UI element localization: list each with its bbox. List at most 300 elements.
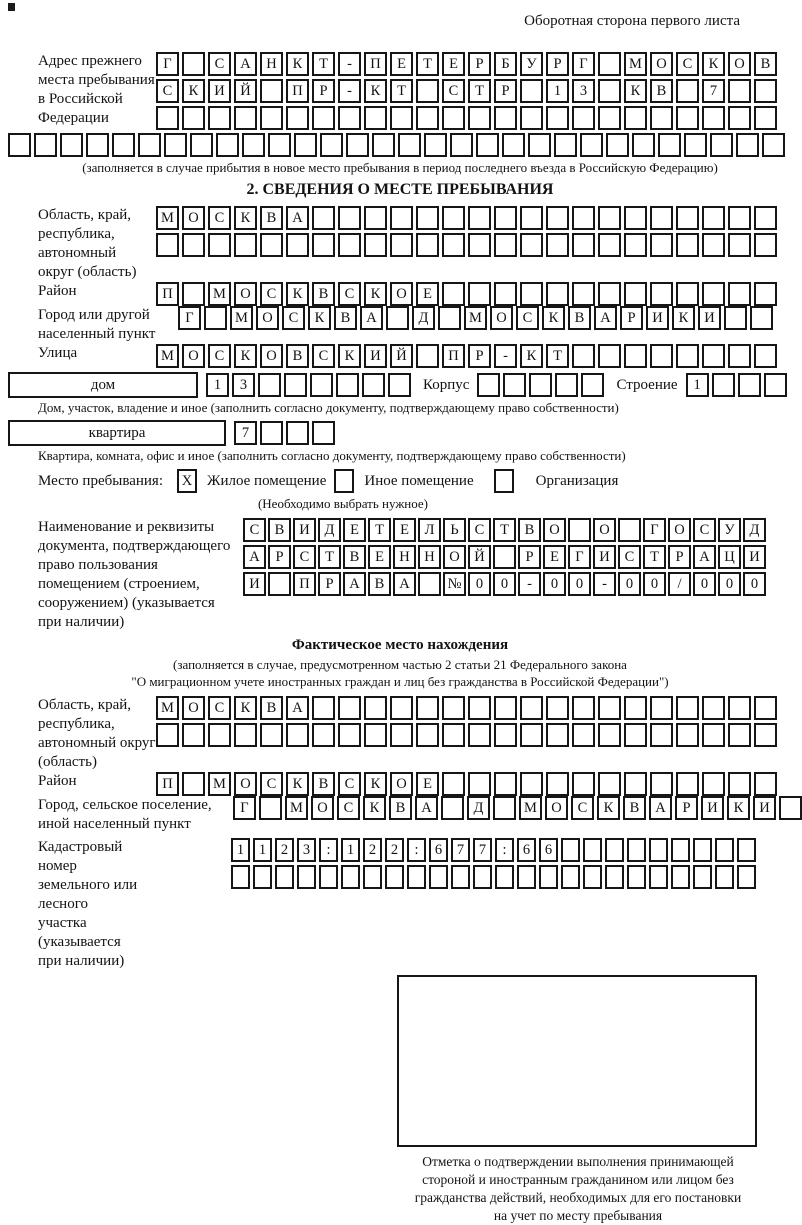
char-box[interactable] bbox=[676, 282, 699, 306]
char-box[interactable]: М bbox=[519, 796, 542, 820]
char-box[interactable]: К bbox=[234, 696, 257, 720]
char-box[interactable] bbox=[416, 106, 439, 130]
char-box[interactable] bbox=[473, 865, 492, 889]
char-box[interactable] bbox=[208, 233, 231, 257]
char-box[interactable]: 1 bbox=[206, 373, 229, 397]
checkbox[interactable] bbox=[494, 469, 514, 493]
char-box[interactable]: 1 bbox=[546, 79, 569, 103]
char-box[interactable] bbox=[468, 106, 491, 130]
char-box[interactable]: Р bbox=[675, 796, 698, 820]
char-box[interactable] bbox=[260, 79, 283, 103]
char-box[interactable]: 3 bbox=[297, 838, 316, 862]
char-box[interactable] bbox=[346, 133, 369, 157]
char-box[interactable] bbox=[520, 282, 543, 306]
char-box[interactable]: А bbox=[415, 796, 438, 820]
char-box[interactable]: А bbox=[649, 796, 672, 820]
char-box[interactable] bbox=[671, 865, 690, 889]
char-box[interactable]: А bbox=[243, 545, 266, 569]
char-box[interactable] bbox=[598, 106, 621, 130]
char-box[interactable]: - bbox=[593, 572, 616, 596]
char-box[interactable] bbox=[468, 723, 491, 747]
char-box[interactable]: О bbox=[728, 52, 751, 76]
char-box[interactable] bbox=[750, 306, 773, 330]
char-box[interactable] bbox=[728, 772, 751, 796]
char-box[interactable] bbox=[234, 723, 257, 747]
char-box[interactable] bbox=[416, 206, 439, 230]
char-box[interactable]: М bbox=[624, 52, 647, 76]
char-box[interactable]: - bbox=[338, 52, 361, 76]
char-box[interactable]: 2 bbox=[275, 838, 294, 862]
char-box[interactable] bbox=[182, 52, 205, 76]
char-box[interactable]: О bbox=[545, 796, 568, 820]
char-box[interactable] bbox=[728, 344, 751, 368]
char-box[interactable] bbox=[442, 772, 465, 796]
char-box[interactable] bbox=[390, 206, 413, 230]
char-box[interactable] bbox=[204, 306, 227, 330]
char-box[interactable] bbox=[320, 133, 343, 157]
char-box[interactable]: Н bbox=[260, 52, 283, 76]
char-box[interactable] bbox=[451, 865, 470, 889]
char-box[interactable]: И bbox=[701, 796, 724, 820]
char-box[interactable]: Б bbox=[494, 52, 517, 76]
char-box[interactable]: В bbox=[754, 52, 777, 76]
char-box[interactable] bbox=[572, 106, 595, 130]
char-box[interactable]: Д bbox=[743, 518, 766, 542]
char-box[interactable]: Г bbox=[233, 796, 256, 820]
char-box[interactable]: А bbox=[286, 206, 309, 230]
char-box[interactable] bbox=[156, 233, 179, 257]
char-box[interactable] bbox=[546, 233, 569, 257]
char-box[interactable] bbox=[606, 133, 629, 157]
char-box[interactable]: Т bbox=[312, 52, 335, 76]
char-box[interactable]: С bbox=[693, 518, 716, 542]
char-box[interactable] bbox=[253, 865, 272, 889]
char-box[interactable] bbox=[494, 696, 517, 720]
char-box[interactable] bbox=[364, 696, 387, 720]
char-box[interactable]: - bbox=[338, 79, 361, 103]
char-box[interactable]: 0 bbox=[718, 572, 741, 596]
char-box[interactable]: Р bbox=[494, 79, 517, 103]
char-box[interactable] bbox=[502, 133, 525, 157]
char-box[interactable] bbox=[182, 233, 205, 257]
char-box[interactable]: Г bbox=[156, 52, 179, 76]
char-box[interactable]: Г bbox=[568, 545, 591, 569]
char-box[interactable] bbox=[546, 282, 569, 306]
char-box[interactable]: П bbox=[156, 772, 179, 796]
char-box[interactable] bbox=[495, 865, 514, 889]
char-box[interactable] bbox=[724, 306, 747, 330]
char-box[interactable] bbox=[493, 545, 516, 569]
char-box[interactable] bbox=[627, 865, 646, 889]
char-box[interactable] bbox=[561, 865, 580, 889]
char-box[interactable]: С bbox=[208, 696, 231, 720]
char-box[interactable]: П bbox=[364, 52, 387, 76]
char-box[interactable] bbox=[684, 133, 707, 157]
char-box[interactable] bbox=[624, 106, 647, 130]
char-box[interactable] bbox=[520, 106, 543, 130]
char-box[interactable] bbox=[164, 133, 187, 157]
char-box[interactable]: Г bbox=[572, 52, 595, 76]
char-box[interactable] bbox=[208, 106, 231, 130]
char-box[interactable] bbox=[60, 133, 83, 157]
char-box[interactable] bbox=[231, 865, 250, 889]
char-box[interactable] bbox=[702, 106, 725, 130]
char-box[interactable]: К bbox=[234, 344, 257, 368]
char-box[interactable] bbox=[494, 723, 517, 747]
char-box[interactable] bbox=[182, 106, 205, 130]
char-box[interactable]: У bbox=[520, 52, 543, 76]
char-box[interactable]: О bbox=[256, 306, 279, 330]
char-box[interactable]: Р bbox=[318, 572, 341, 596]
char-box[interactable] bbox=[754, 106, 777, 130]
char-box[interactable]: О bbox=[182, 206, 205, 230]
char-box[interactable] bbox=[286, 723, 309, 747]
char-box[interactable] bbox=[297, 865, 316, 889]
char-box[interactable]: Р bbox=[468, 52, 491, 76]
char-box[interactable]: Е bbox=[393, 518, 416, 542]
char-box[interactable] bbox=[754, 772, 777, 796]
char-box[interactable] bbox=[702, 723, 725, 747]
char-box[interactable]: О bbox=[443, 545, 466, 569]
char-box[interactable] bbox=[649, 838, 668, 862]
char-box[interactable]: Е bbox=[368, 545, 391, 569]
char-box[interactable] bbox=[216, 133, 239, 157]
char-box[interactable] bbox=[294, 133, 317, 157]
char-box[interactable] bbox=[561, 838, 580, 862]
char-box[interactable] bbox=[754, 206, 777, 230]
char-box[interactable]: С bbox=[243, 518, 266, 542]
char-box[interactable]: П bbox=[286, 79, 309, 103]
char-box[interactable] bbox=[572, 233, 595, 257]
char-box[interactable]: С bbox=[676, 52, 699, 76]
char-box[interactable] bbox=[754, 233, 777, 257]
char-box[interactable]: О bbox=[182, 344, 205, 368]
char-box[interactable] bbox=[190, 133, 213, 157]
char-box[interactable]: М bbox=[230, 306, 253, 330]
char-box[interactable] bbox=[442, 206, 465, 230]
char-box[interactable]: 0 bbox=[493, 572, 516, 596]
char-box[interactable] bbox=[754, 723, 777, 747]
char-box[interactable]: Р bbox=[468, 344, 491, 368]
char-box[interactable] bbox=[312, 106, 335, 130]
char-box[interactable]: О bbox=[311, 796, 334, 820]
char-box[interactable]: Л bbox=[418, 518, 441, 542]
char-box[interactable] bbox=[754, 344, 777, 368]
char-box[interactable] bbox=[338, 206, 361, 230]
char-box[interactable]: Т bbox=[643, 545, 666, 569]
char-box[interactable] bbox=[429, 865, 448, 889]
char-box[interactable] bbox=[112, 133, 135, 157]
char-box[interactable] bbox=[572, 696, 595, 720]
char-box[interactable] bbox=[650, 282, 673, 306]
char-box[interactable] bbox=[676, 696, 699, 720]
char-box[interactable] bbox=[710, 133, 733, 157]
char-box[interactable]: И bbox=[753, 796, 776, 820]
char-box[interactable]: М bbox=[208, 772, 231, 796]
char-box[interactable] bbox=[8, 133, 31, 157]
char-box[interactable] bbox=[258, 373, 281, 397]
char-box[interactable]: С bbox=[260, 282, 283, 306]
char-box[interactable]: К bbox=[364, 79, 387, 103]
char-box[interactable] bbox=[546, 772, 569, 796]
char-box[interactable]: В bbox=[312, 772, 335, 796]
char-box[interactable] bbox=[494, 233, 517, 257]
char-box[interactable] bbox=[728, 233, 751, 257]
char-box[interactable] bbox=[618, 518, 641, 542]
char-box[interactable]: Е bbox=[543, 545, 566, 569]
char-box[interactable] bbox=[598, 344, 621, 368]
char-box[interactable] bbox=[242, 133, 265, 157]
char-box[interactable]: О bbox=[668, 518, 691, 542]
char-box[interactable]: О bbox=[593, 518, 616, 542]
char-box[interactable] bbox=[416, 344, 439, 368]
char-box[interactable]: И bbox=[293, 518, 316, 542]
char-box[interactable]: Н bbox=[393, 545, 416, 569]
char-box[interactable]: К bbox=[182, 79, 205, 103]
char-box[interactable]: В bbox=[650, 79, 673, 103]
char-box[interactable] bbox=[779, 796, 802, 820]
char-box[interactable] bbox=[338, 696, 361, 720]
char-box[interactable] bbox=[624, 233, 647, 257]
char-box[interactable] bbox=[624, 723, 647, 747]
char-box[interactable] bbox=[442, 106, 465, 130]
char-box[interactable]: 7 bbox=[702, 79, 725, 103]
char-box[interactable] bbox=[693, 838, 712, 862]
char-box[interactable]: 1 bbox=[231, 838, 250, 862]
char-box[interactable] bbox=[693, 865, 712, 889]
char-box[interactable] bbox=[156, 723, 179, 747]
char-box[interactable] bbox=[676, 206, 699, 230]
char-box[interactable]: О bbox=[234, 282, 257, 306]
char-box[interactable] bbox=[583, 838, 602, 862]
char-box[interactable]: И bbox=[646, 306, 669, 330]
char-box[interactable] bbox=[598, 282, 621, 306]
char-box[interactable] bbox=[624, 344, 647, 368]
char-box[interactable]: К bbox=[363, 796, 386, 820]
char-box[interactable] bbox=[468, 233, 491, 257]
char-box[interactable]: У bbox=[718, 518, 741, 542]
char-box[interactable] bbox=[676, 772, 699, 796]
char-box[interactable] bbox=[728, 106, 751, 130]
char-box[interactable] bbox=[477, 373, 500, 397]
char-box[interactable]: 0 bbox=[543, 572, 566, 596]
char-box[interactable]: М bbox=[464, 306, 487, 330]
char-box[interactable]: № bbox=[443, 572, 466, 596]
char-box[interactable]: Е bbox=[416, 282, 439, 306]
char-box[interactable] bbox=[86, 133, 109, 157]
char-box[interactable] bbox=[390, 723, 413, 747]
char-box[interactable]: В bbox=[286, 344, 309, 368]
char-box[interactable]: Д bbox=[467, 796, 490, 820]
char-box[interactable]: : bbox=[495, 838, 514, 862]
char-box[interactable]: 0 bbox=[693, 572, 716, 596]
char-box[interactable]: 7 bbox=[451, 838, 470, 862]
char-box[interactable] bbox=[676, 79, 699, 103]
char-box[interactable]: Р bbox=[312, 79, 335, 103]
char-box[interactable] bbox=[418, 572, 441, 596]
char-box[interactable]: О bbox=[543, 518, 566, 542]
char-box[interactable]: В bbox=[260, 206, 283, 230]
char-box[interactable] bbox=[494, 106, 517, 130]
char-box[interactable] bbox=[494, 772, 517, 796]
char-box[interactable]: 7 bbox=[234, 421, 257, 445]
char-box[interactable]: Ь bbox=[443, 518, 466, 542]
char-box[interactable] bbox=[442, 696, 465, 720]
char-box[interactable]: К bbox=[286, 772, 309, 796]
char-box[interactable]: П bbox=[442, 344, 465, 368]
char-box[interactable]: М bbox=[285, 796, 308, 820]
char-box[interactable] bbox=[286, 233, 309, 257]
char-box[interactable]: 0 bbox=[468, 572, 491, 596]
char-box[interactable] bbox=[286, 106, 309, 130]
char-box[interactable]: Т bbox=[368, 518, 391, 542]
char-box[interactable] bbox=[336, 373, 359, 397]
char-box[interactable] bbox=[650, 206, 673, 230]
char-box[interactable] bbox=[208, 723, 231, 747]
checkbox[interactable] bbox=[334, 469, 354, 493]
char-box[interactable] bbox=[627, 838, 646, 862]
char-box[interactable] bbox=[364, 106, 387, 130]
char-box[interactable] bbox=[555, 373, 578, 397]
char-box[interactable] bbox=[624, 206, 647, 230]
char-box[interactable]: А bbox=[393, 572, 416, 596]
char-box[interactable] bbox=[234, 233, 257, 257]
char-box[interactable] bbox=[260, 723, 283, 747]
char-box[interactable]: Е bbox=[416, 772, 439, 796]
char-box[interactable] bbox=[572, 772, 595, 796]
char-box[interactable]: В bbox=[260, 696, 283, 720]
char-box[interactable] bbox=[312, 696, 335, 720]
char-box[interactable] bbox=[338, 233, 361, 257]
char-box[interactable]: С bbox=[338, 772, 361, 796]
char-box[interactable] bbox=[310, 373, 333, 397]
char-box[interactable]: Т bbox=[390, 79, 413, 103]
char-box[interactable]: Д bbox=[412, 306, 435, 330]
char-box[interactable] bbox=[598, 772, 621, 796]
char-box[interactable]: К bbox=[286, 52, 309, 76]
char-box[interactable]: И bbox=[208, 79, 231, 103]
char-box[interactable] bbox=[702, 772, 725, 796]
char-box[interactable]: 0 bbox=[643, 572, 666, 596]
char-box[interactable]: С bbox=[312, 344, 335, 368]
char-box[interactable] bbox=[572, 206, 595, 230]
char-box[interactable]: 6 bbox=[429, 838, 448, 862]
char-box[interactable]: К bbox=[624, 79, 647, 103]
char-box[interactable]: В bbox=[568, 306, 591, 330]
char-box[interactable] bbox=[624, 282, 647, 306]
char-box[interactable] bbox=[520, 233, 543, 257]
char-box[interactable] bbox=[182, 772, 205, 796]
char-box[interactable]: О bbox=[260, 344, 283, 368]
char-box[interactable] bbox=[416, 696, 439, 720]
char-box[interactable] bbox=[338, 723, 361, 747]
char-box[interactable] bbox=[598, 206, 621, 230]
kvartira-type-field[interactable]: квартира bbox=[8, 420, 226, 446]
char-box[interactable]: А bbox=[286, 696, 309, 720]
char-box[interactable] bbox=[390, 106, 413, 130]
char-box[interactable] bbox=[671, 838, 690, 862]
char-box[interactable]: / bbox=[668, 572, 691, 596]
char-box[interactable]: П bbox=[293, 572, 316, 596]
char-box[interactable]: И bbox=[743, 545, 766, 569]
char-box[interactable]: 0 bbox=[568, 572, 591, 596]
char-box[interactable] bbox=[364, 206, 387, 230]
char-box[interactable]: И bbox=[243, 572, 266, 596]
char-box[interactable] bbox=[520, 79, 543, 103]
char-box[interactable] bbox=[372, 133, 395, 157]
char-box[interactable]: К bbox=[308, 306, 331, 330]
char-box[interactable] bbox=[234, 106, 257, 130]
char-box[interactable] bbox=[715, 838, 734, 862]
char-box[interactable] bbox=[598, 233, 621, 257]
char-box[interactable] bbox=[364, 723, 387, 747]
char-box[interactable] bbox=[738, 373, 761, 397]
char-box[interactable]: В bbox=[343, 545, 366, 569]
char-box[interactable]: Й bbox=[390, 344, 413, 368]
char-box[interactable]: С bbox=[156, 79, 179, 103]
char-box[interactable]: С bbox=[338, 282, 361, 306]
char-box[interactable] bbox=[312, 723, 335, 747]
char-box[interactable]: К bbox=[520, 344, 543, 368]
char-box[interactable] bbox=[539, 865, 558, 889]
char-box[interactable] bbox=[386, 306, 409, 330]
char-box[interactable] bbox=[138, 133, 161, 157]
char-box[interactable]: П bbox=[156, 282, 179, 306]
char-box[interactable]: К bbox=[597, 796, 620, 820]
char-box[interactable] bbox=[182, 282, 205, 306]
stamp-area[interactable] bbox=[397, 975, 757, 1147]
char-box[interactable]: Й bbox=[468, 545, 491, 569]
char-box[interactable] bbox=[702, 206, 725, 230]
char-box[interactable]: Р bbox=[268, 545, 291, 569]
char-box[interactable]: Т bbox=[318, 545, 341, 569]
char-box[interactable] bbox=[676, 344, 699, 368]
char-box[interactable] bbox=[728, 206, 751, 230]
char-box[interactable] bbox=[598, 79, 621, 103]
char-box[interactable] bbox=[728, 696, 751, 720]
char-box[interactable] bbox=[737, 865, 756, 889]
char-box[interactable]: О bbox=[390, 772, 413, 796]
char-box[interactable]: 7 bbox=[473, 838, 492, 862]
char-box[interactable]: : bbox=[319, 838, 338, 862]
char-box[interactable]: А bbox=[693, 545, 716, 569]
char-box[interactable]: В bbox=[268, 518, 291, 542]
char-box[interactable] bbox=[520, 772, 543, 796]
char-box[interactable] bbox=[676, 233, 699, 257]
char-box[interactable] bbox=[268, 572, 291, 596]
char-box[interactable]: С bbox=[208, 344, 231, 368]
char-box[interactable] bbox=[416, 723, 439, 747]
char-box[interactable] bbox=[546, 723, 569, 747]
char-box[interactable]: О bbox=[234, 772, 257, 796]
char-box[interactable]: К bbox=[727, 796, 750, 820]
char-box[interactable]: Г bbox=[178, 306, 201, 330]
char-box[interactable] bbox=[754, 282, 777, 306]
char-box[interactable] bbox=[363, 865, 382, 889]
char-box[interactable]: Ц bbox=[718, 545, 741, 569]
char-box[interactable]: Р bbox=[546, 52, 569, 76]
char-box[interactable] bbox=[728, 282, 751, 306]
char-box[interactable]: К bbox=[364, 282, 387, 306]
char-box[interactable] bbox=[286, 421, 309, 445]
char-box[interactable] bbox=[442, 723, 465, 747]
char-box[interactable] bbox=[676, 106, 699, 130]
char-box[interactable]: Т bbox=[493, 518, 516, 542]
char-box[interactable]: 0 bbox=[618, 572, 641, 596]
char-box[interactable]: 1 bbox=[341, 838, 360, 862]
char-box[interactable] bbox=[702, 696, 725, 720]
dom-type-field[interactable]: дом bbox=[8, 372, 198, 398]
